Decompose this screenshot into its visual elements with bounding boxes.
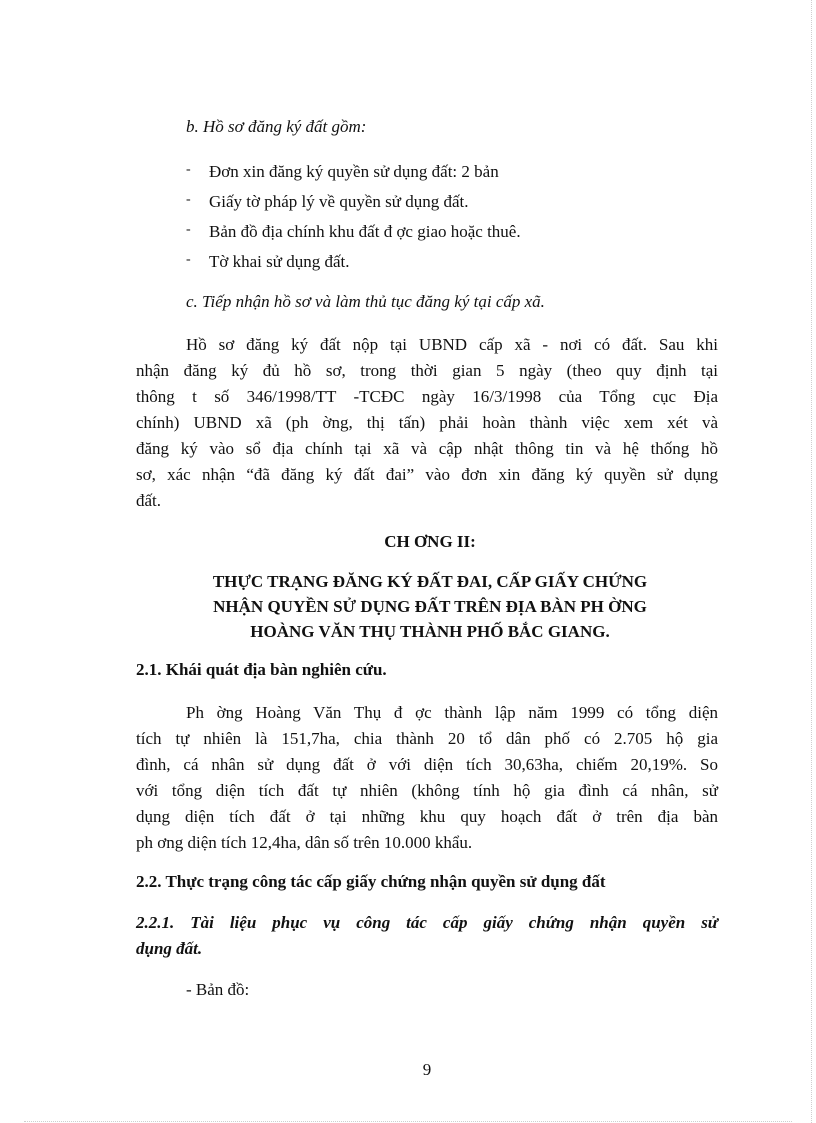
paragraph-line: dụng diện tích đất ở tại những khu quy hoạch đất ở trên địa bàn	[136, 807, 718, 826]
list-item-text: Đơn xin đăng ký quyền sử dụng đất: 2 bản	[209, 162, 499, 181]
page-border-bottom	[24, 1121, 792, 1122]
paragraph-line: đất.	[136, 491, 162, 510]
section-2-1-heading: 2.1. Khái quát địa bàn nghiên cứu.	[136, 660, 387, 679]
bullet-marker: -	[186, 192, 191, 207]
chapter-label: CH ƠNG II:	[384, 532, 476, 551]
paragraph-line: Hồ sơ đăng ký đất nộp tại UBND cấp xã - nơi có đất. Sau khi	[186, 335, 718, 354]
paragraph-line: ph ơng diện tích 12,4ha, dân số trên 10.000 khẩu.	[136, 833, 473, 852]
paragraph-line: sơ, xác nhận “đã đăng ký đất đai” vào đơn xin đăng ký quyền sử dụng	[136, 465, 718, 484]
paragraph-line: nhận đăng ký đủ hồ sơ, trong thời gian 5 ngày (theo quy định tại	[136, 361, 718, 380]
chapter-title-line: NHẬN QUYỀN SỬ DỤNG ĐẤT TRÊN ĐỊA BÀN PH ỜNG	[213, 597, 647, 616]
paragraph-line: đăng ký vào sổ địa chính tại xã và cập nhật thông tin và hệ thống hồ	[136, 439, 718, 458]
paragraph-line: tích tự nhiên là 151,7ha, chia thành 20 tổ dân phố có 2.705 hộ gia	[136, 729, 718, 748]
paragraph-line: Ph ờng Hoàng Văn Thụ đ ợc thành lập năm 1999 có tổng diện	[186, 703, 718, 722]
page-border-right	[811, 0, 812, 1123]
list-item-text: Giấy tờ pháp lý về quyền sử dụng đất.	[209, 192, 469, 211]
chapter-title-line: THỰC TRẠNG ĐĂNG KÝ ĐẤT ĐAI, CẤP GIẤY CHỨNG	[212, 572, 648, 591]
chapter-title-line: HOÀNG VĂN THỤ THÀNH PHỐ BẮC GIANG.	[250, 622, 610, 641]
heading-line: 2.2.1. Tài liệu phục vụ công tác cấp giấy chứng nhận quyền sử	[136, 913, 718, 932]
bullet-marker: -	[186, 162, 191, 177]
section-b-heading: b. Hồ sơ đăng ký đất gồm:	[186, 117, 367, 136]
page-number: 9	[422, 1060, 432, 1079]
list-item-text: Tờ khai sử dụng đất.	[209, 252, 350, 271]
section-c-heading: c. Tiếp nhận hồ sơ và làm thủ tục đăng ký tại cấp xã.	[186, 292, 545, 311]
paragraph-line: đình, cá nhân sử dụng đất ở với diện tích 30,63ha, chiếm 20,19%. So	[136, 755, 718, 774]
heading-line: dụng đất.	[136, 939, 203, 958]
section-2-2-heading: 2.2. Thực trạng công tác cấp giấy chứng nhận quyền sử dụng đất	[136, 872, 606, 891]
map-list-item: - Bản đồ:	[186, 980, 250, 999]
bullet-marker: -	[186, 222, 191, 237]
bullet-marker: -	[186, 252, 191, 267]
list-item-text: Bản đồ địa chính khu đất đ ợc giao hoặc thuê.	[209, 222, 521, 241]
paragraph-line: với tổng diện tích đất tự nhiên (không tính hộ gia đình cá nhân, sử	[136, 781, 718, 800]
paragraph-line: thông t số 346/1998/TT -TCĐC ngày 16/3/1998 của Tổng cục Địa	[136, 387, 718, 406]
paragraph-line: chính) UBND xã (ph ờng, thị tấn) phải hoàn thành việc xem xét và	[136, 413, 718, 432]
